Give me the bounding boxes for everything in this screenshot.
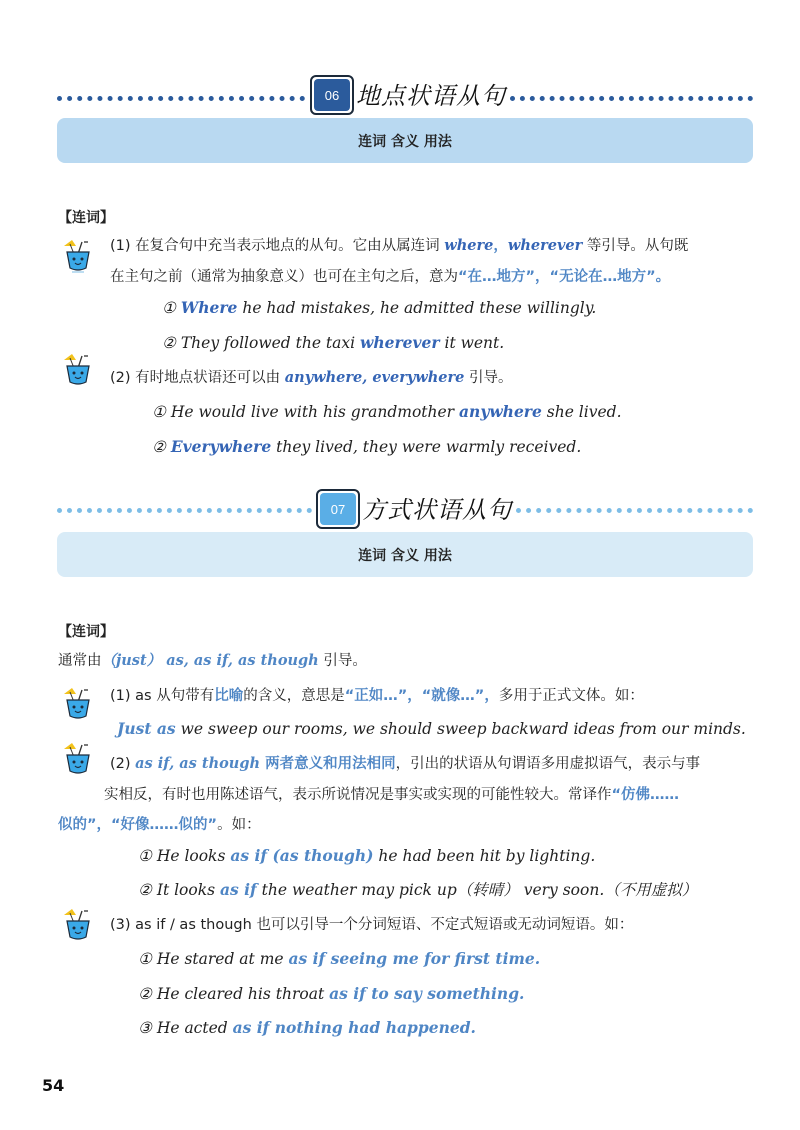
text: 。如： [217, 817, 261, 833]
text: ② [152, 438, 171, 456]
keyword: Everywhere [170, 437, 272, 456]
divider-left [57, 508, 312, 513]
text: ， [493, 238, 508, 254]
divider-right [516, 508, 753, 513]
text: it went. [439, 334, 505, 352]
section-title: 地点状语从句 [356, 82, 506, 110]
example-2 [162, 333, 504, 353]
text: ① [162, 299, 181, 317]
paragraph-3 [110, 915, 633, 935]
section-band: 连词 含义 用法 [57, 532, 753, 577]
section-band: 连词 含义 用法 [57, 118, 753, 163]
text: 在主句之前（通常为抽象意义）也可在主句之后，意为 [110, 269, 458, 285]
example-1 [117, 719, 746, 739]
meaning-highlight: 似的”，“好像……似的” [58, 817, 218, 833]
example-5 [138, 984, 524, 1004]
keyword-wherever: wherever [507, 237, 583, 254]
example-6 [138, 1018, 476, 1038]
cocktail-emoji-icon [60, 741, 94, 777]
paragraph-2-line-2 [104, 785, 679, 805]
meaning-highlight: “正如…”，“就像…”， [344, 688, 499, 704]
example-2 [138, 846, 595, 866]
text: ② It looks [138, 881, 220, 899]
text: (2) [110, 756, 136, 772]
text: ，引出的状语从句谓语多用虚拟语气，表示与事 [395, 756, 701, 772]
example-1 [162, 298, 596, 318]
keyword: 两者意义和用法相同 [260, 756, 396, 772]
text: (1) 在复合句中充当表示地点的从句。它由从属连词 [110, 238, 445, 254]
section-title: 方式状语从句 [362, 496, 512, 524]
paragraph-2-line-3 [58, 815, 261, 835]
text: she lived. [541, 403, 622, 421]
divider-left [57, 96, 305, 101]
cocktail-emoji-icon [60, 907, 94, 943]
text: (2) 有时地点状语还可以由 [110, 370, 285, 386]
example-3 [138, 880, 697, 900]
section-number: 07 [320, 493, 356, 525]
text: (3) as if / as though 也可以引导一个分词短语、不定式短语或无动词短语。如： [110, 917, 634, 933]
keyword: as if to say something. [329, 984, 525, 1003]
section-label: 【连词】 [58, 210, 114, 226]
cocktail-emoji-icon [60, 238, 94, 274]
keyword: as if [220, 880, 257, 899]
text: 引导。 [464, 370, 513, 386]
section-number-badge [310, 75, 354, 115]
text: (1) as 从句带有 [110, 688, 215, 704]
keyword: anywhere [459, 402, 542, 421]
keyword: （just） as, as if, as though [101, 652, 319, 669]
cocktail-emoji-icon [60, 352, 94, 388]
text: ③ He acted [138, 1019, 233, 1037]
keyword: as if seeing me for first time. [288, 949, 541, 968]
example-4 [152, 437, 581, 457]
text: 等引导。从句既 [582, 238, 689, 254]
keyword: as if (as though) [230, 846, 374, 865]
text: ① He looks [138, 847, 231, 865]
section-label: 【连词】 [58, 624, 114, 640]
keyword-where: where [444, 237, 494, 254]
text: 通常由 [58, 653, 102, 669]
text: he had been hit by lighting. [373, 847, 596, 865]
text: 多用于正式文体。如： [498, 688, 644, 704]
meaning-highlight: “在…地方”，“无论在…地方”。 [458, 269, 671, 285]
text: the weather may pick up（转晴） very soon.（不用虚拟） [256, 881, 698, 899]
paragraph-1-line-2 [110, 267, 670, 287]
paragraph-2 [110, 368, 513, 388]
section-number-badge [316, 489, 360, 529]
example-4 [138, 949, 540, 969]
intro-line [58, 651, 367, 671]
text: 引导。 [318, 653, 367, 669]
text: he had mistakes, he admitted these willingly. [237, 299, 597, 317]
page-number: 54 [42, 1076, 65, 1095]
text: ① He stared at me [138, 950, 289, 968]
paragraph-1 [110, 686, 644, 706]
text: 的含义，意思是 [243, 688, 345, 704]
keyword: as if, as though [135, 755, 261, 772]
paragraph-2-line-1 [110, 754, 700, 774]
text: they lived, they were warmly received. [271, 438, 582, 456]
text: ① He would live with his grandmother [152, 403, 460, 421]
cocktail-emoji-icon [60, 686, 94, 722]
divider-right [510, 96, 753, 101]
text: 实相反，有时也用陈述语气，表示所说情况是事实或实现的可能性较大。常译作 [104, 787, 612, 803]
text: we sweep our rooms, we should sweep backward ideas from our minds. [175, 720, 746, 738]
text: ② He cleared his throat [138, 985, 330, 1003]
keyword: 比喻 [214, 688, 244, 704]
keyword: anywhere, everywhere [284, 369, 465, 386]
keyword: wherever [360, 333, 440, 352]
paragraph-1-line-1 [110, 236, 688, 256]
example-3 [152, 402, 622, 422]
keyword: Just as [117, 719, 176, 738]
keyword: as if nothing had happened. [232, 1018, 476, 1037]
keyword: Where [180, 298, 238, 317]
meaning-highlight: “仿佛…… [611, 787, 680, 803]
text: ② They followed the taxi [162, 334, 361, 352]
section-number: 06 [314, 79, 350, 111]
